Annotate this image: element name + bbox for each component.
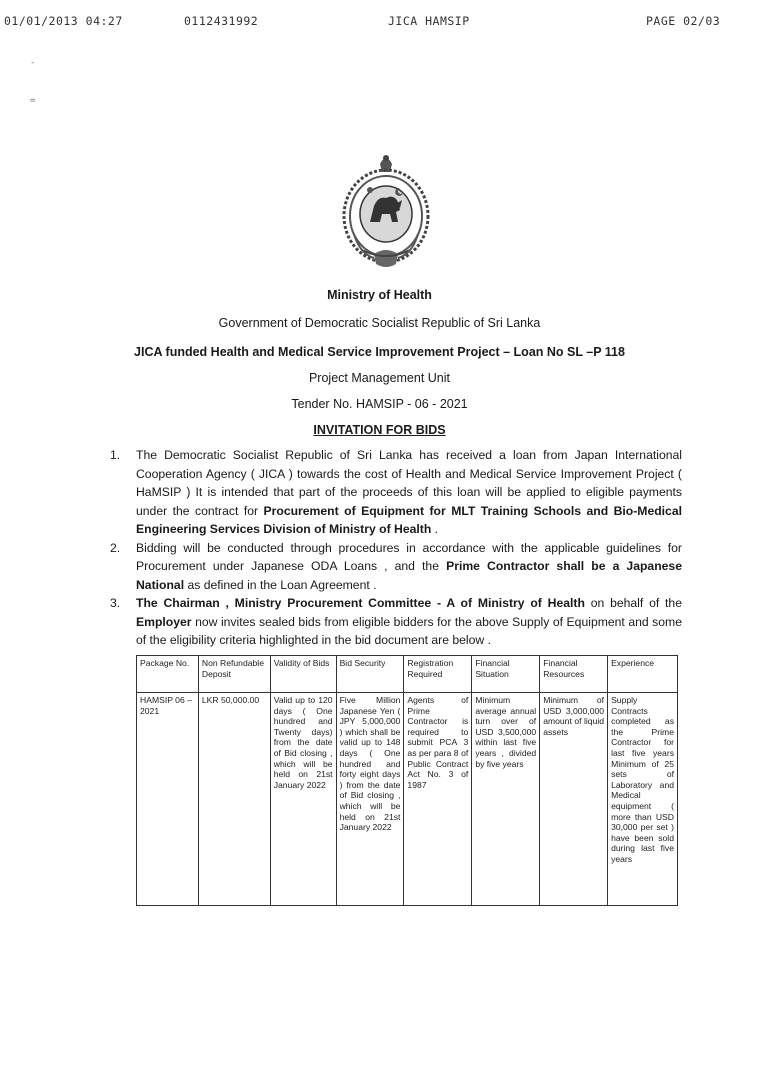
paragraph-bold-text: Procurement of Equipment for MLT Training Schools and Bio-Medical Engineering Services Division of Ministry of Health: [136, 503, 683, 536]
paragraph-bold-text: Employer: [136, 614, 192, 629]
header-deposit: Non Refundable Deposit: [198, 656, 270, 693]
header-experience: Experience: [608, 656, 678, 693]
fax-phone: 0112431992: [184, 14, 259, 28]
paragraph-text: now invites sealed bids from eligible bidders for the above Supply of Equipment and some of the eligibility criteria highlighted in the bid document are below .: [136, 614, 682, 647]
paragraph-number: 3.: [110, 596, 121, 610]
invitation-paragraphs: [110, 446, 682, 650]
tender-number: Tender No. HAMSIP - 06 - 2021: [291, 397, 468, 411]
cell-financial-situation: Minimum average annual turn over of USD 3,500,000 within last five years , divided by five years: [472, 693, 540, 906]
unit-name: Project Management Unit: [308, 371, 451, 385]
paragraph-text: Bidding will be conducted through procedures in accordance with the applicable guidelines for Procurement under Japanese ODA Loans , and the: [136, 540, 682, 573]
margin-mark: -: [30, 58, 36, 68]
bid-eligibility-table: [136, 655, 678, 906]
paragraph-bold-text: Prime Contractor shall be a Japanese National: [136, 559, 682, 592]
paragraph-text: .: [431, 522, 439, 536]
ministry-name: Ministry of Health: [327, 288, 432, 302]
cell-package-no: HAMSIP 06 – 2021: [137, 693, 199, 906]
project-title: JICA funded Health and Medical Service Improvement Project – Loan No SL –P 118: [134, 345, 625, 359]
cell-experience: Supply Contracts completed as the Prime Contractor for last five years Minimum of 25 sets of Laboratory and Medical equipment ( more than USD 30,000 per set ) have been sold during last five years: [608, 693, 678, 906]
document-title: INVITATION FOR BIDS: [313, 423, 446, 437]
paragraph-1: [110, 446, 682, 539]
fax-sender: JICA HAMSIP: [388, 14, 470, 28]
government-name: Government of Democratic Socialist Republic of Sri Lanka: [218, 316, 541, 330]
cell-validity: Valid up to 120 days ( One hundred and Twenty days) from the date of Bid closing , which will be held on 21st January 2022: [270, 693, 336, 906]
cell-bid-security: Five Million Japanese Yen ( JPY 5,000,000 ) which shall be valid up to 148 days ( One hundred and forty eight days ) from the date of Bid closing , which will be held on 21st January 2022: [336, 693, 404, 906]
fax-datetime: 01/01/2013 04:27: [4, 14, 123, 28]
header-package-no: Package No.: [137, 656, 199, 693]
paragraph-bold-text: The Chairman , Ministry Procurement Committee - A of Ministry of Health: [136, 596, 585, 610]
paragraph-2: [110, 539, 682, 595]
paragraph-text: on behalf of the: [584, 596, 682, 610]
cell-financial-resources: Minimum of USD 3,000,000 amount of liquid assets: [540, 693, 608, 906]
national-emblem-icon: [340, 150, 432, 276]
header-financial-situation: Financial Situation: [472, 656, 540, 693]
paragraph-number: 1.: [110, 448, 121, 462]
header-validity: Validity of Bids: [270, 656, 336, 693]
fax-page-number: PAGE 02/03: [646, 14, 721, 28]
cell-deposit: LKR 50,000.00: [198, 693, 270, 906]
margin-mark: =: [30, 96, 36, 106]
table-header-row: [137, 656, 678, 693]
paragraph-3: [110, 594, 682, 650]
table-row: [137, 693, 678, 906]
header-financial-resources: Financial Resources: [540, 656, 608, 693]
header-registration: Registration Required: [404, 656, 472, 693]
cell-registration: Agents of Prime Contractor is required to submit PCA 3 as per para 8 of Public Contract Act No. 3 of 1987: [404, 693, 472, 906]
header-bid-security: Bid Security: [336, 656, 404, 693]
paragraph-text: The Democratic Socialist Republic of Sri Lanka has received a loan from Japan International Cooperation Agency ( JICA ) towards the cost of Health and Medical Service Improvement Project ( HaMSIP ) It is intended that part of the proceeds of this loan will be applied to eligible payments under the contract for: [136, 448, 682, 518]
paragraph-number: 2.: [110, 540, 121, 555]
paragraph-text: as defined in the Loan Agreement .: [184, 577, 377, 592]
